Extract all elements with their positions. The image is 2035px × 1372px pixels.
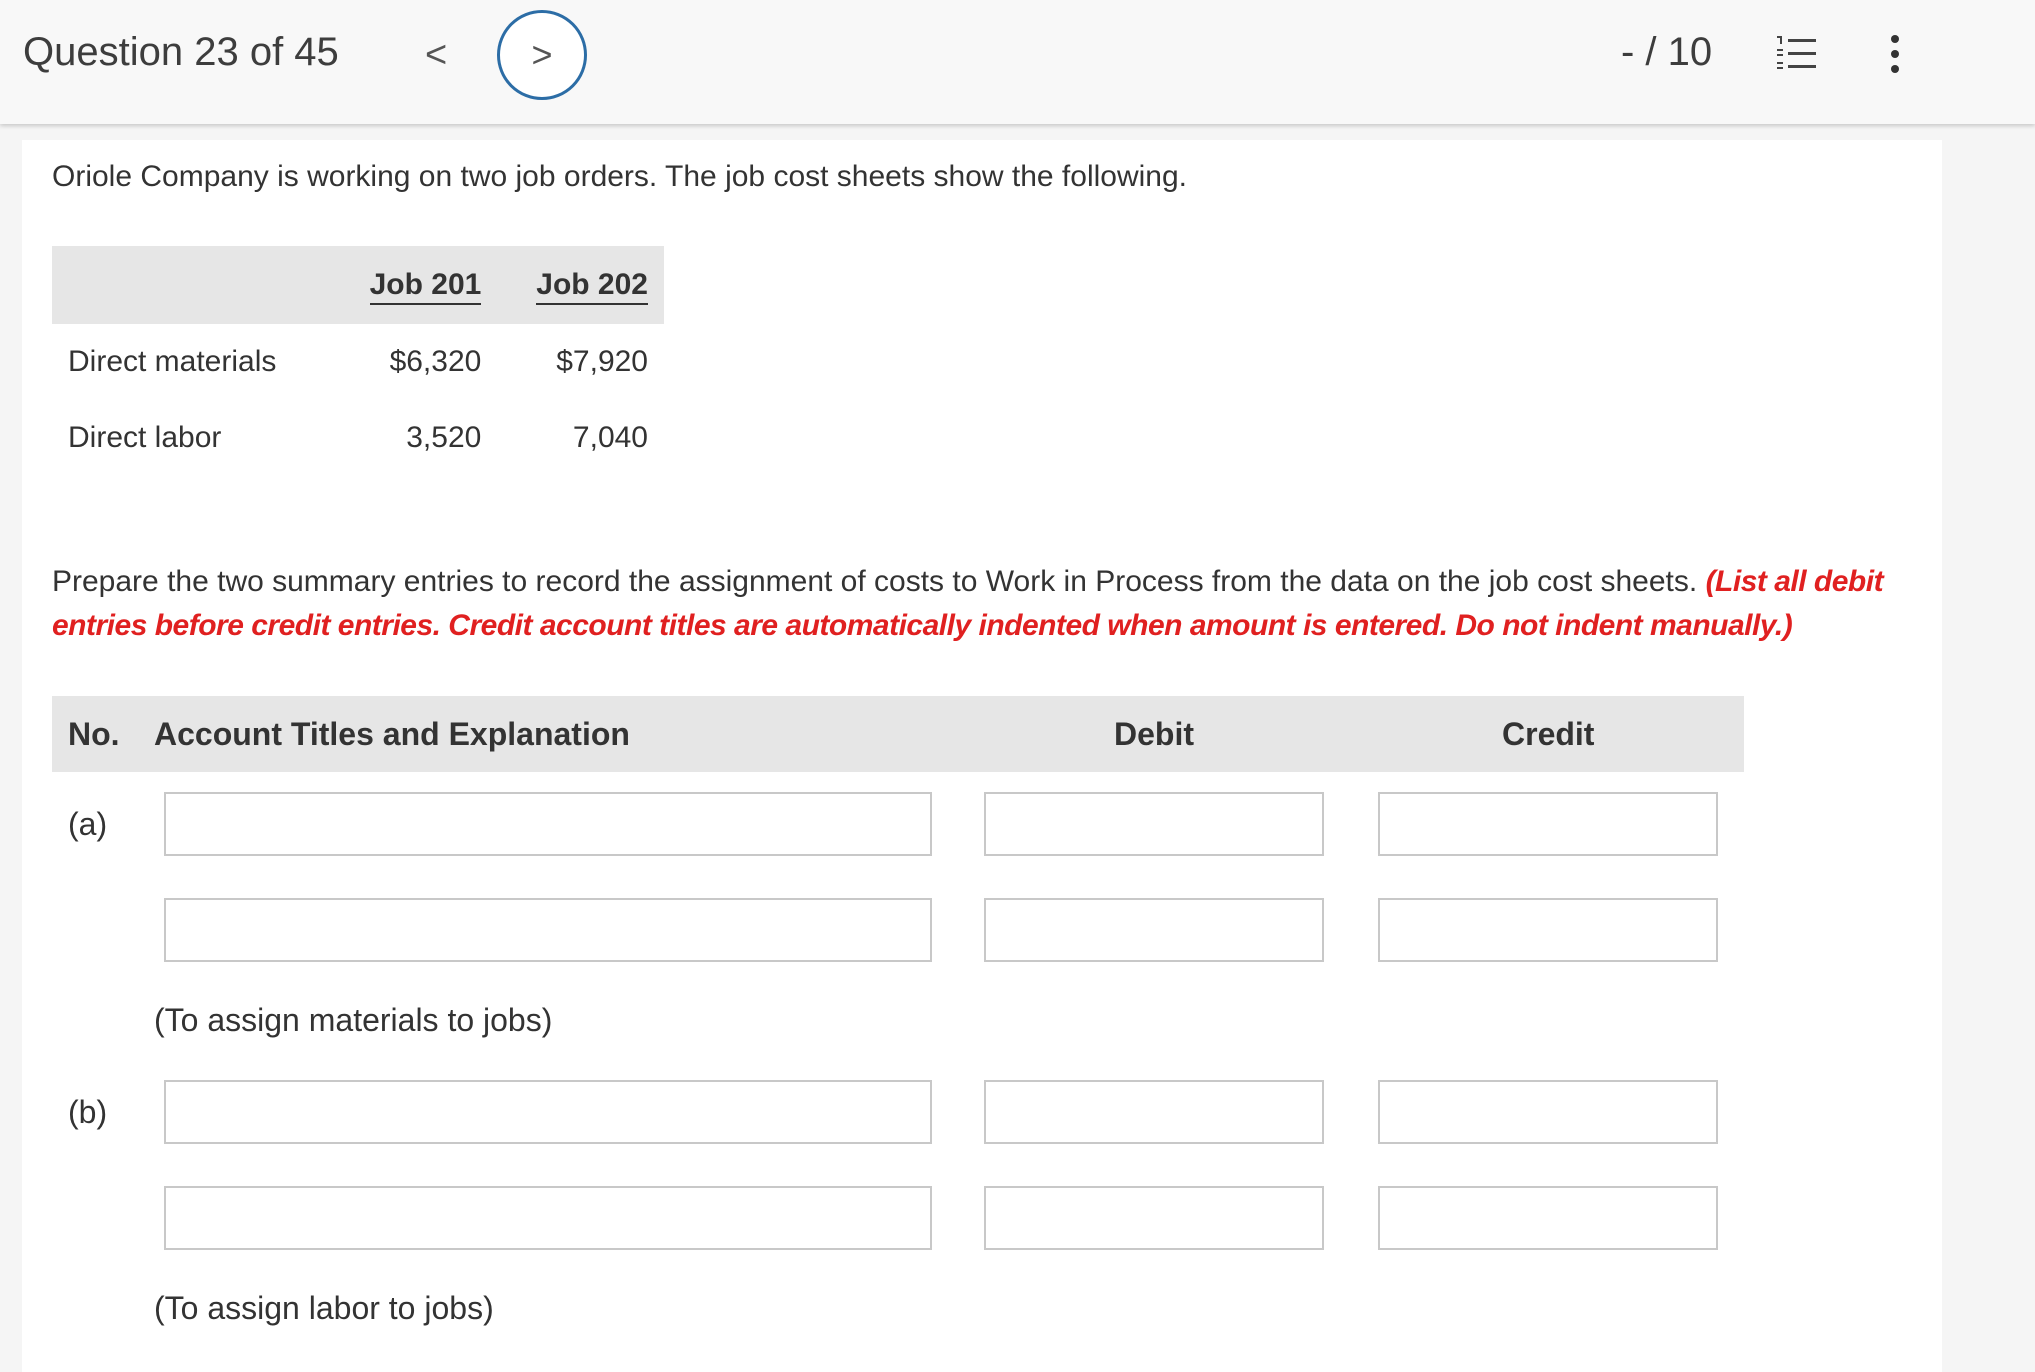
credit-input-b1[interactable] (1378, 1080, 1718, 1144)
instructions (52, 560, 1932, 648)
entry-label-a: (a) (68, 806, 108, 842)
column-header-job-201: Job 201 (331, 246, 498, 324)
journal-entry-header (52, 696, 1744, 772)
numbered-list-icon[interactable] (1774, 34, 1818, 74)
question-counter: Question 23 of 45 (23, 30, 339, 74)
explanation-a: (To assign materials to jobs) (154, 1002, 553, 1038)
account-title-input-a1[interactable] (164, 792, 932, 856)
credit-input-a2[interactable] (1378, 898, 1718, 962)
next-question-button[interactable] (497, 10, 587, 100)
table-row (52, 324, 664, 400)
table-corner-cell (52, 246, 331, 324)
account-title-input-a2[interactable] (164, 898, 932, 962)
header-account-titles: Account Titles and Explanation (154, 716, 630, 752)
debit-input-a2[interactable] (984, 898, 1324, 962)
chevron-left-icon: < (425, 34, 448, 76)
instructions-note: (List all debit entries before credit entries. Credit account titles are automatically indented when amount is entered. Do not indent manually.) (52, 565, 1884, 642)
column-header-job-202: Job 202 (497, 246, 664, 324)
debit-input-a1[interactable] (984, 792, 1324, 856)
credit-input-b2[interactable] (1378, 1186, 1718, 1250)
question-content (22, 140, 1942, 1372)
cell-value: $7,920 (556, 345, 648, 378)
row-label: Direct labor (68, 421, 222, 454)
account-title-input-b1[interactable] (164, 1080, 932, 1144)
table-row (52, 400, 664, 476)
previous-question-button[interactable] (425, 34, 447, 77)
score-display: - / 10 (1621, 30, 1713, 74)
job-cost-table (52, 246, 664, 476)
cell-value: 7,040 (572, 421, 648, 454)
instructions-main: Prepare the two summary entries to record the assignment of costs to Work in Process from the data on the job cost sheets. (52, 565, 1698, 598)
debit-input-b2[interactable] (984, 1186, 1324, 1250)
cell-value: $6,320 (389, 345, 482, 378)
cell-value: 3,520 (406, 421, 482, 454)
entry-label-b: (b) (68, 1094, 108, 1130)
more-options-icon[interactable] (1880, 34, 1910, 74)
header-no: No. (68, 716, 120, 752)
row-label: Direct materials (68, 345, 277, 378)
chevron-right-icon: > (531, 34, 553, 75)
account-title-input-b2[interactable] (164, 1186, 932, 1250)
problem-statement: Oriole Company is working on two job orders. The job cost sheets show the following. (52, 160, 1188, 193)
question-header (0, 0, 2035, 124)
explanation-b: (To assign labor to jobs) (154, 1290, 494, 1326)
debit-input-b1[interactable] (984, 1080, 1324, 1144)
header-credit: Credit (1502, 716, 1595, 752)
header-debit: Debit (1114, 716, 1194, 752)
credit-input-a1[interactable] (1378, 792, 1718, 856)
